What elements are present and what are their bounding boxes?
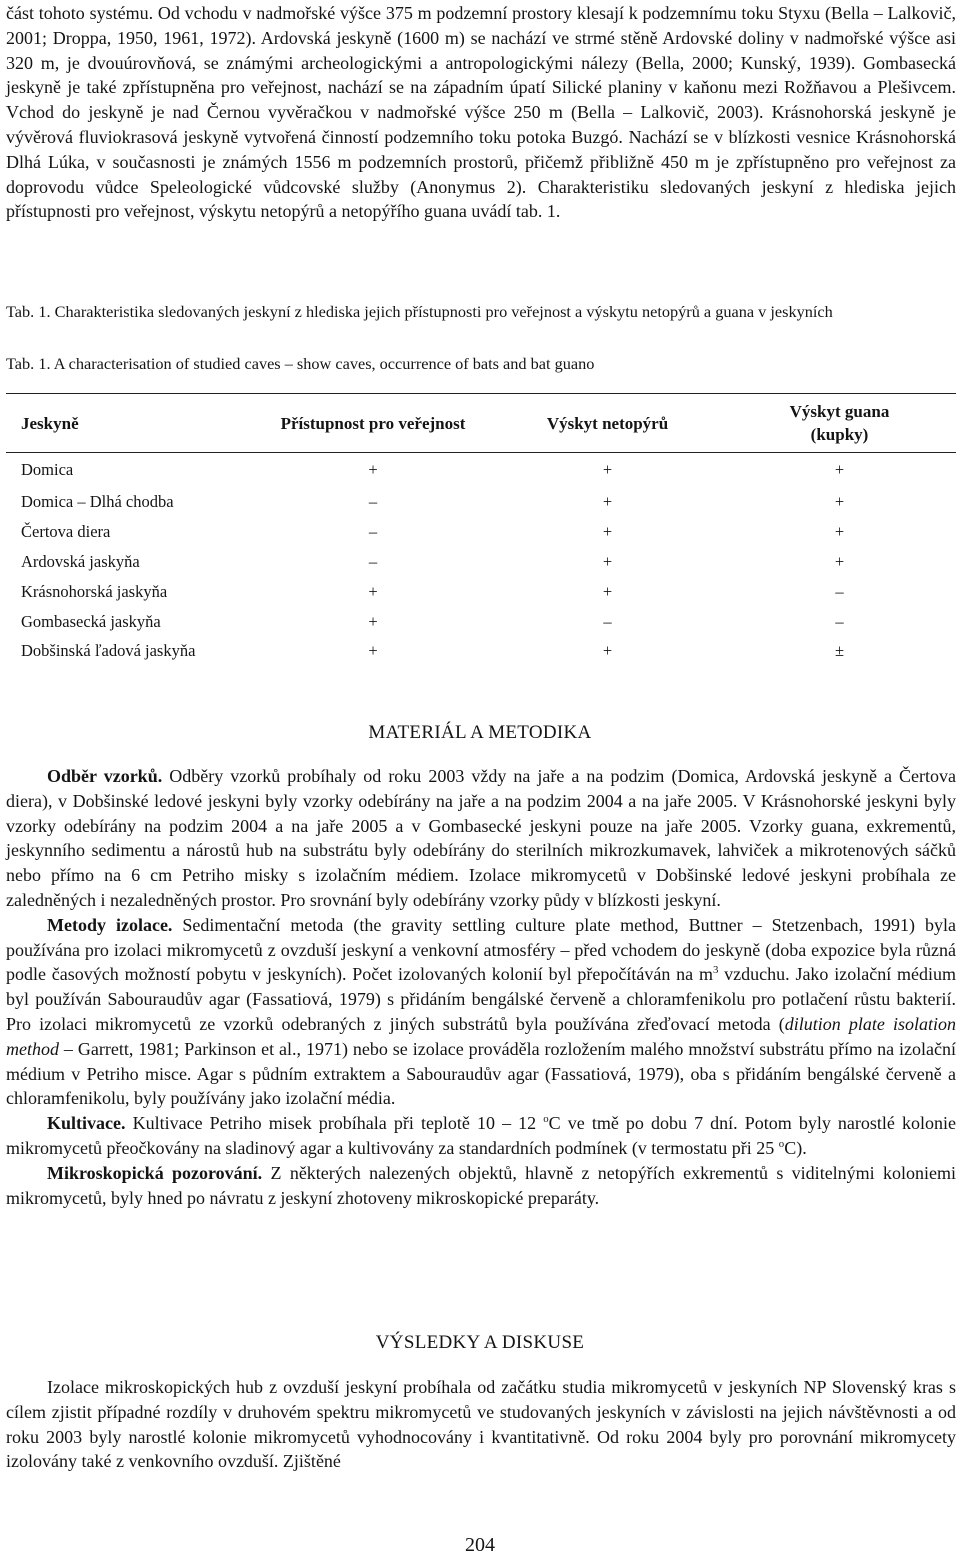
cell-cave: Dobšinská ľadová jaskyňa: [21, 641, 196, 661]
paragraph-cultivation: [6, 1111, 956, 1161]
paragraph-text: vzduchu. Jako izolační médium byl používán Sabouraudův agar (Fassatiová, 1979) s přidáním bengálské červeně a chloramfenikolu pro potlačení růstu bakterií. Pro izolaci mikromycetů ze vzorků odebraných z jiných substrátů byla používána zřeďovací metoda (: [6, 964, 956, 1034]
paragraph-results: Izolace mikroskopických hub z ovzduší jeskyní probíhala od začátku studia mikromycetů v jeskyních NP Slovenský kras s cílem zjistit případné rozdíly v druhovém spektru mikromycetů ve studovaných jeskyních v závislosti na jejich návštěvnosti a od roku 2003 byly narostlé kolonie mikromycetů vyhodnocovány i kvantitativně. Od roku 2004 byly pro porovnání mikromycety izolovány také z venkovního ovzduší. Zjištěné: [6, 1377, 956, 1472]
cell-cave: Krásnohorská jaskyňa: [21, 581, 168, 601]
paragraph-title: Kultivace.: [47, 1113, 126, 1134]
paragraph-text: C).: [784, 1137, 807, 1158]
cell-guano: +: [834, 492, 845, 512]
table-header-row: [6, 394, 956, 453]
table-row: [6, 517, 956, 547]
cell-access: –: [368, 551, 378, 571]
cell-bats: +: [602, 460, 613, 480]
cell-cave: Domica – Dlhá chodba: [21, 492, 174, 512]
cell-guano: –: [835, 611, 844, 631]
paragraph-text: – Garrett, 1981; Parkinson et al., 1971) nebo se izolace prováděla rozložením malého množství substrátu přímo na izolační médium v Petriho misce. Agar s půdním extraktem a Sabouraudův agar (Fassatiová, 1979), oba s přidáním bengálské červeně a chloramfenikolu, byly používány jako izolační média.: [6, 1038, 956, 1109]
table-row: [6, 453, 956, 488]
cell-guano: +: [834, 522, 845, 542]
superscript: o: [778, 1137, 785, 1150]
table-caption-cz: Tab. 1. Charakteristika sledovaných jeskyní z hlediska jejich přístupnosti pro veřejnost a výskytu netopýrů a guana v jeskyních: [6, 302, 833, 321]
superscript: o: [543, 1113, 549, 1126]
table-row: [6, 488, 956, 518]
cell-access: –: [368, 522, 378, 542]
paragraph-title: Odběr vzorků.: [47, 766, 163, 786]
paragraph-title: Metody izolace.: [47, 914, 173, 935]
table-caption-en: Tab. 1. A characterisation of studied caves – show caves, occurrence of bats and bat guano: [6, 354, 595, 373]
cell-guano: +: [834, 551, 845, 571]
header-bats: Výskyt netopýrů: [492, 394, 723, 453]
table-row: [6, 547, 956, 577]
intro-block: [6, 1, 956, 224]
italic-term: dilution plate isolation method: [6, 1013, 956, 1059]
table-row: [6, 607, 956, 637]
table-row: [6, 636, 956, 666]
cell-bats: +: [602, 522, 613, 542]
cell-cave: Čertova diera: [21, 522, 111, 542]
superscript: 3: [712, 964, 719, 977]
cell-guano: +: [834, 460, 845, 480]
results-block: [6, 1375, 956, 1474]
cell-bats: +: [602, 641, 613, 661]
header-public-access: Přístupnost pro veřejnost: [254, 394, 492, 453]
section-heading-methods: MATERIÁL A METODIKA: [368, 722, 592, 743]
cell-access: +: [368, 581, 378, 601]
cell-access: +: [368, 641, 378, 661]
paragraph-text: Z některých nalezených objektů, hlavně z netopýřích exkrementů s viditelnými koloniemi mikromycetů, byly hned po návratu z jeskyní zhotoveny mikroskopické preparáty.: [6, 1162, 956, 1208]
paragraph-isolation: [6, 913, 956, 1111]
methods-block: [6, 764, 956, 1210]
header-guano: Výskyt guana (kupky): [723, 394, 956, 453]
paragraph-microscopy: [6, 1161, 956, 1211]
intro-paragraph: část tohoto systému. Od vchodu v nadmořské výšce 375 m podzemní prostory klesají k podzemnímu toku Styxu (Bella – Lalkovič, 2001; Droppa, 1950, 1961, 1972). Ardovská jeskyně (1600 m) se nachází ve strmé stěně Ardovské doliny v nadmořské výšce asi 320 m, je dvouúrovňová, se známými archeologickými a antropologickými nálezy (Bella, 2000; Kunský, 1939). Gombasecká jeskyně je také zpřístupněna pro veřejnost, nachází se na západním úpatí Silické planiny v kaňonu mezi Rožňavou a Plešivcem. Vchod do jeskyně je nad Černou vyvěračkou v nadmořské výšce 250 m (Bella – Lalkovič, 2003). Krásnohorská jeskyně je vývěrová fluviokrasová jeskyně vytvořená činností podzemního toku potoka Buzgó. Nachází se v blízkosti vesnice Krásnohorská Dlhá Lúka, v současnosti je známých 1556 m podzemních prostorů, přičemž přibližně 450 m je zpřístupněno pro veřejnost za doprovodu vůdce Speleologické vůdcovské služby (Anonymus 2). Charakteristiku sledovaných jeskyní z hlediska jejich přístupnosti pro veřejnost, výskytu netopýrů a netopýřího guana uvádí tab. 1.: [6, 3, 956, 222]
cell-bats: –: [603, 611, 612, 631]
paragraph-sampling: [6, 764, 956, 913]
table-row: [6, 577, 956, 607]
cell-cave: Ardovská jaskyňa: [21, 551, 140, 571]
section-heading-results: VÝSLEDKY A DISKUSE: [375, 1332, 585, 1353]
cell-cave: Gombasecká jaskyňa: [21, 611, 161, 631]
cell-bats: +: [602, 581, 613, 601]
cell-bats: +: [602, 492, 613, 512]
cell-access: +: [368, 611, 378, 631]
header-cave: Jeskyně: [6, 394, 254, 453]
paragraph-text: C ve tmě po dobu 7 dní. Potom byly narostlé kolonie mikromycetů přeočkovány na sladinový agar a kultivovány za standardních podmínek (v termostatu při 25: [6, 1113, 956, 1158]
paragraph-title: Mikroskopická pozorování.: [47, 1162, 263, 1183]
cell-guano: –: [835, 581, 844, 601]
paragraph-text: Odběry vzorků probíhaly od roku 2003 vždy na jaře a na podzim (Domica, Ardovská jeskyně a Čertova diera), v Dobšinské ledové jeskyni byly vzorky odebírány na jaře a na podzim 2004 a na jaře 2005. V Krásnohorské jeskyni byly vzorky odebírány na podzim 2004 a na jaře 2005 a v Gombasecké jeskyni pouze na jaře 2005. Vzorky guana, exkrementů, jeskynního sedimentu a nárostů hub na substrátu byly odebírány do sterilních mikrozkumavek, lahviček a mikrotenových sáčků nebo přímo na 6 cm Petriho misky s izolačním médiem. Izolace mikromycetů v Dobšinské ledové jeskyni probíhala ze zaledněných i nezaledněných prostor. Pro srovnání byly odebírány vzorky půdy v blízkosti jeskyní.: [6, 766, 956, 910]
cell-access: –: [368, 492, 378, 512]
cell-bats: +: [602, 551, 613, 571]
caves-table: [6, 393, 956, 666]
paragraph-text: Kultivace Petriho misek probíhala při teplotě 10 – 12: [125, 1113, 544, 1134]
paragraph-text: Sedimentační metoda (the gravity settling culture plate method, Buttner – Stetzenbach, 1991) byla používána pro izolaci mikromycetů z ovzduší jeskyní a venkovní atmosféry – před vchodem do jeskyně (doba expozice byla různá podle časových možností pobytu v jeskyních). Počet izolovaných kolonií byl přepočítáván na m: [6, 914, 956, 985]
page-number: 204: [465, 1534, 495, 1556]
cell-cave: Domica: [21, 460, 74, 480]
cell-access: +: [368, 460, 378, 480]
cell-guano: ±: [834, 641, 845, 661]
